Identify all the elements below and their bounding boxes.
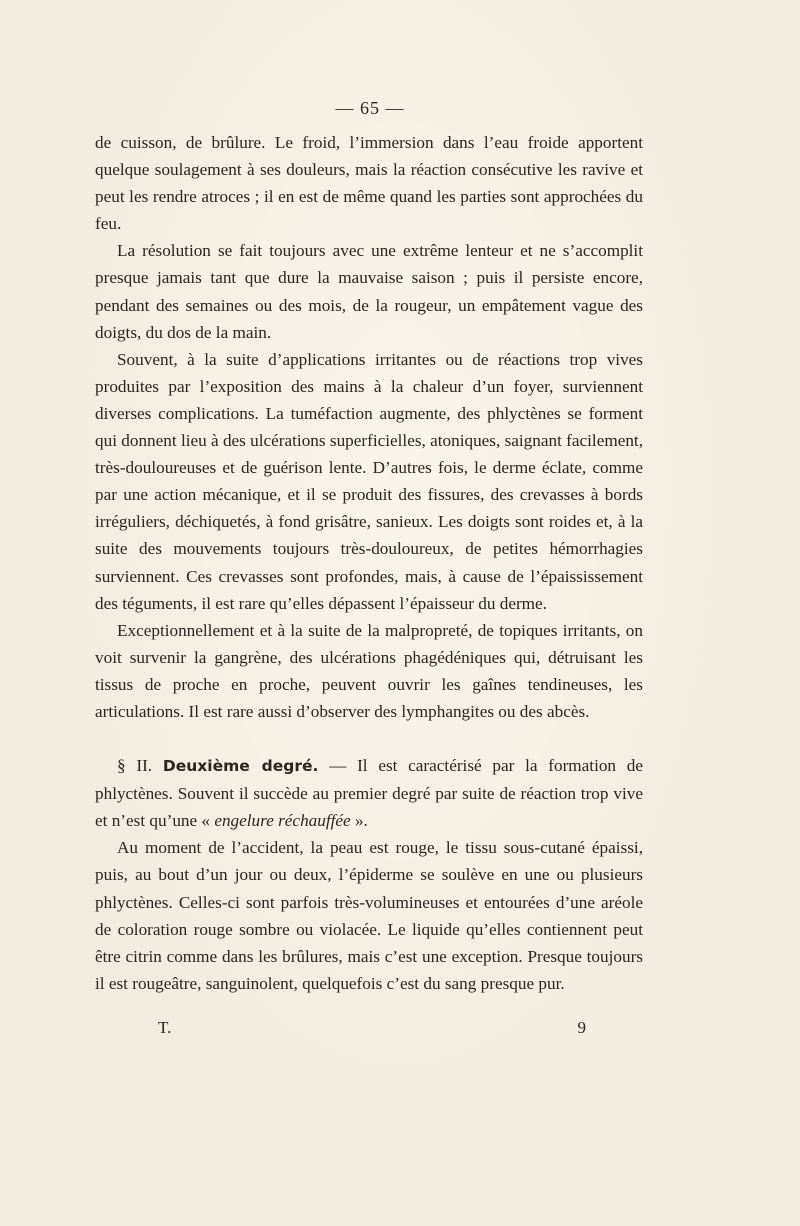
paragraph-4: Exceptionnellement et à la suite de la malpropreté, de topiques irritants, on voit survenir la gangrène, des ulcérations phagédéniques qui, détruisant les tissus de proche en proche, peuvent ouvrir les gaînes tendineuses, les articulations. Il est rare aussi d’observer des lymphangites ou des abcès.: [95, 620, 643, 721]
signature-mark: T.: [158, 1018, 172, 1037]
paragraph-3: Souvent, à la suite d’applications irritantes ou de réactions trop vives produites par l’exposition des mains à la chaleur d’un foyer, surviennent diverses complications. La tuméfaction augmente, des phlyctènes se forment qui donnent lieu à des ulcérations superficielles, atoniques, saignant facilement, très-douloureuses et de guérison lente. D’autres fois, le derme éclate, comme par une action mécanique, et il se produit des fissures, des crevasses à bords irréguliers, déchiquetés, à fond grisâtre, sanieux. Les doigts sont roides et, à la suite des mouvements toujours très-douloureux, de petites hémorrhagies surviennent. Ces crevasses sont profondes, mais, à cause de l’épaississement des téguments, il est rare qu’elles dépassent l’épaisseur du derme.: [95, 349, 643, 613]
paragraph-5: Au moment de l’accident, la peau est rouge, le tissu sous-cutané épaissi, puis, au bout d’un jour ou deux, l’épiderme se soulève en une ou plusieurs phlyctènes. Celles-ci sont parfois très-volumineuses et entourées d’une aréole de coloration rouge sombre ou violacée. Le liquide qu’elles contiennent peut être citrin comme dans les brûlures, mais c’est une exception. Presque toujours il est rougeâtre, sanguinolent, quelquefois c’est du sang presque pur.: [95, 838, 643, 993]
section-paragraph: [95, 752, 643, 834]
paragraph-2: La résolution se fait toujours avec une extrême lenteur et ne s’accomplit presque jamais tant que dure la mauvaise saison ; puis il persiste encore, pendant des semaines ou des mois, de la rougeur, un empâtement vague des doigts, du dos de la main.: [95, 241, 643, 342]
section-title: Deuxième degré.: [162, 757, 319, 776]
sheet-number: 9: [577, 1018, 586, 1037]
section-text-start: — Il est caractérisé par la formation de phlyctènes. Souvent il succède au premier degré par suite de réaction trop vive et n’est qu’une «: [95, 756, 644, 831]
body-text: [95, 129, 643, 997]
section-text-end: ».: [350, 811, 368, 831]
section-italic-term: engelure réchauffée: [214, 811, 351, 831]
page-footer: [158, 1018, 586, 1038]
section-mark: § II.: [117, 756, 153, 776]
page-number: — 65 —: [335, 98, 405, 118]
paragraph-1: de cuisson, de brûlure. Le froid, l’immersion dans l’eau froide apportent quelque soulagement à ses douleurs, mais la réaction consécutive les ravive et peut les rendre atroces ; il en est de même quand les parties sont approchées du feu.: [95, 133, 643, 234]
